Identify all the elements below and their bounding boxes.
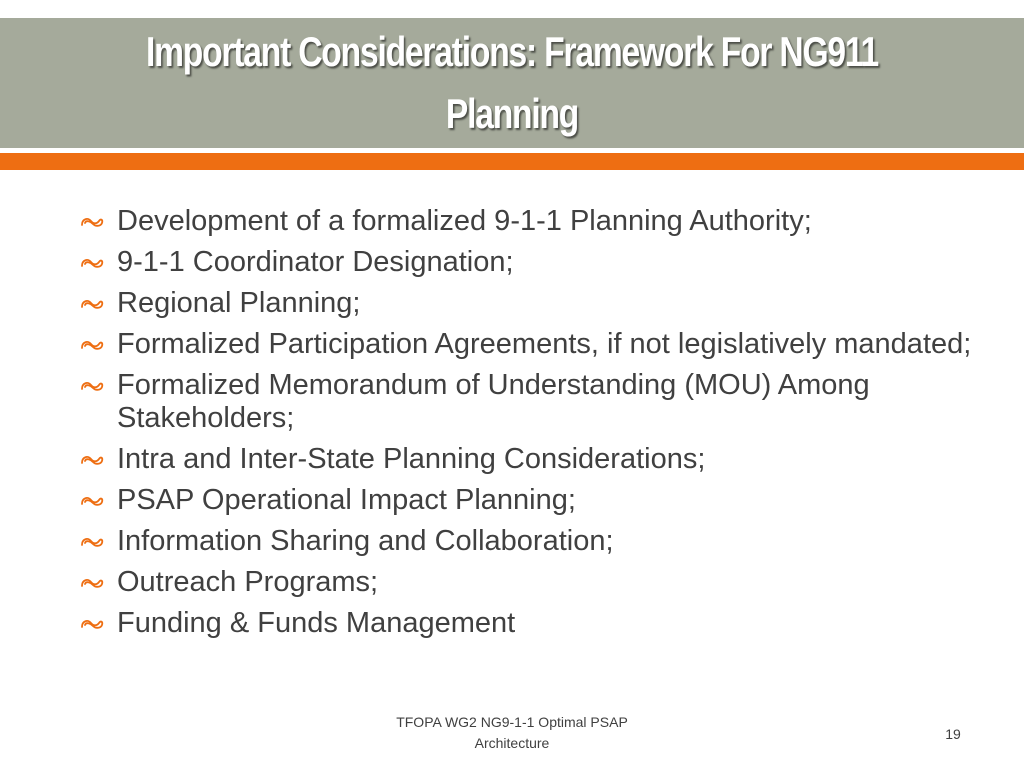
bullet-item [78, 484, 978, 517]
bullet-text: Formalized Memorandum of Understanding (MOU) Among Stakeholders; [117, 369, 870, 434]
scroll-bullet-icon [80, 255, 104, 269]
bullet-text: 9-1-1 Coordinator Designation; [117, 246, 514, 278]
bullet-text: Regional Planning; [117, 287, 361, 319]
bullet-item [78, 443, 978, 476]
scroll-bullet-icon [80, 214, 104, 228]
bullet-text: Information Sharing and Collaboration; [117, 525, 614, 557]
scroll-bullet-icon [80, 616, 104, 630]
scroll-bullet-icon [80, 337, 104, 351]
bullet-item [78, 607, 978, 640]
scroll-bullet-icon [80, 452, 104, 466]
footer-text: TFOPA WG2 NG9-1-1 Optimal PSAP Architecture [396, 714, 628, 751]
bullet-item [78, 369, 978, 435]
bullet-item [78, 566, 978, 599]
page-number: 19 [945, 726, 961, 742]
bullet-text: Funding & Funds Management [117, 607, 516, 639]
title-divider [0, 148, 1024, 152]
bullet-item [78, 246, 978, 279]
scroll-bullet-icon [80, 493, 104, 507]
bullet-text: Outreach Programs; [117, 566, 379, 598]
bullet-text: Formalized Participation Agreements, if not legislatively mandated; [117, 328, 972, 360]
accent-bar [0, 153, 1024, 170]
bullet-text: Development of a formalized 9-1-1 Planning Authority; [117, 205, 812, 237]
bullet-list [78, 205, 978, 648]
scroll-bullet-icon [80, 296, 104, 310]
bullet-item [78, 287, 978, 320]
bullet-text: Intra and Inter-State Planning Considerations; [117, 443, 706, 475]
bullet-text: PSAP Operational Impact Planning; [117, 484, 576, 516]
bullet-item [78, 525, 978, 558]
scroll-bullet-icon [80, 378, 104, 392]
slide-title: Important Considerations: Framework For NG911 Planning [145, 28, 879, 137]
scroll-bullet-icon [80, 575, 104, 589]
bullet-item [78, 328, 978, 361]
bullet-item [78, 205, 978, 238]
scroll-bullet-icon [80, 534, 104, 548]
